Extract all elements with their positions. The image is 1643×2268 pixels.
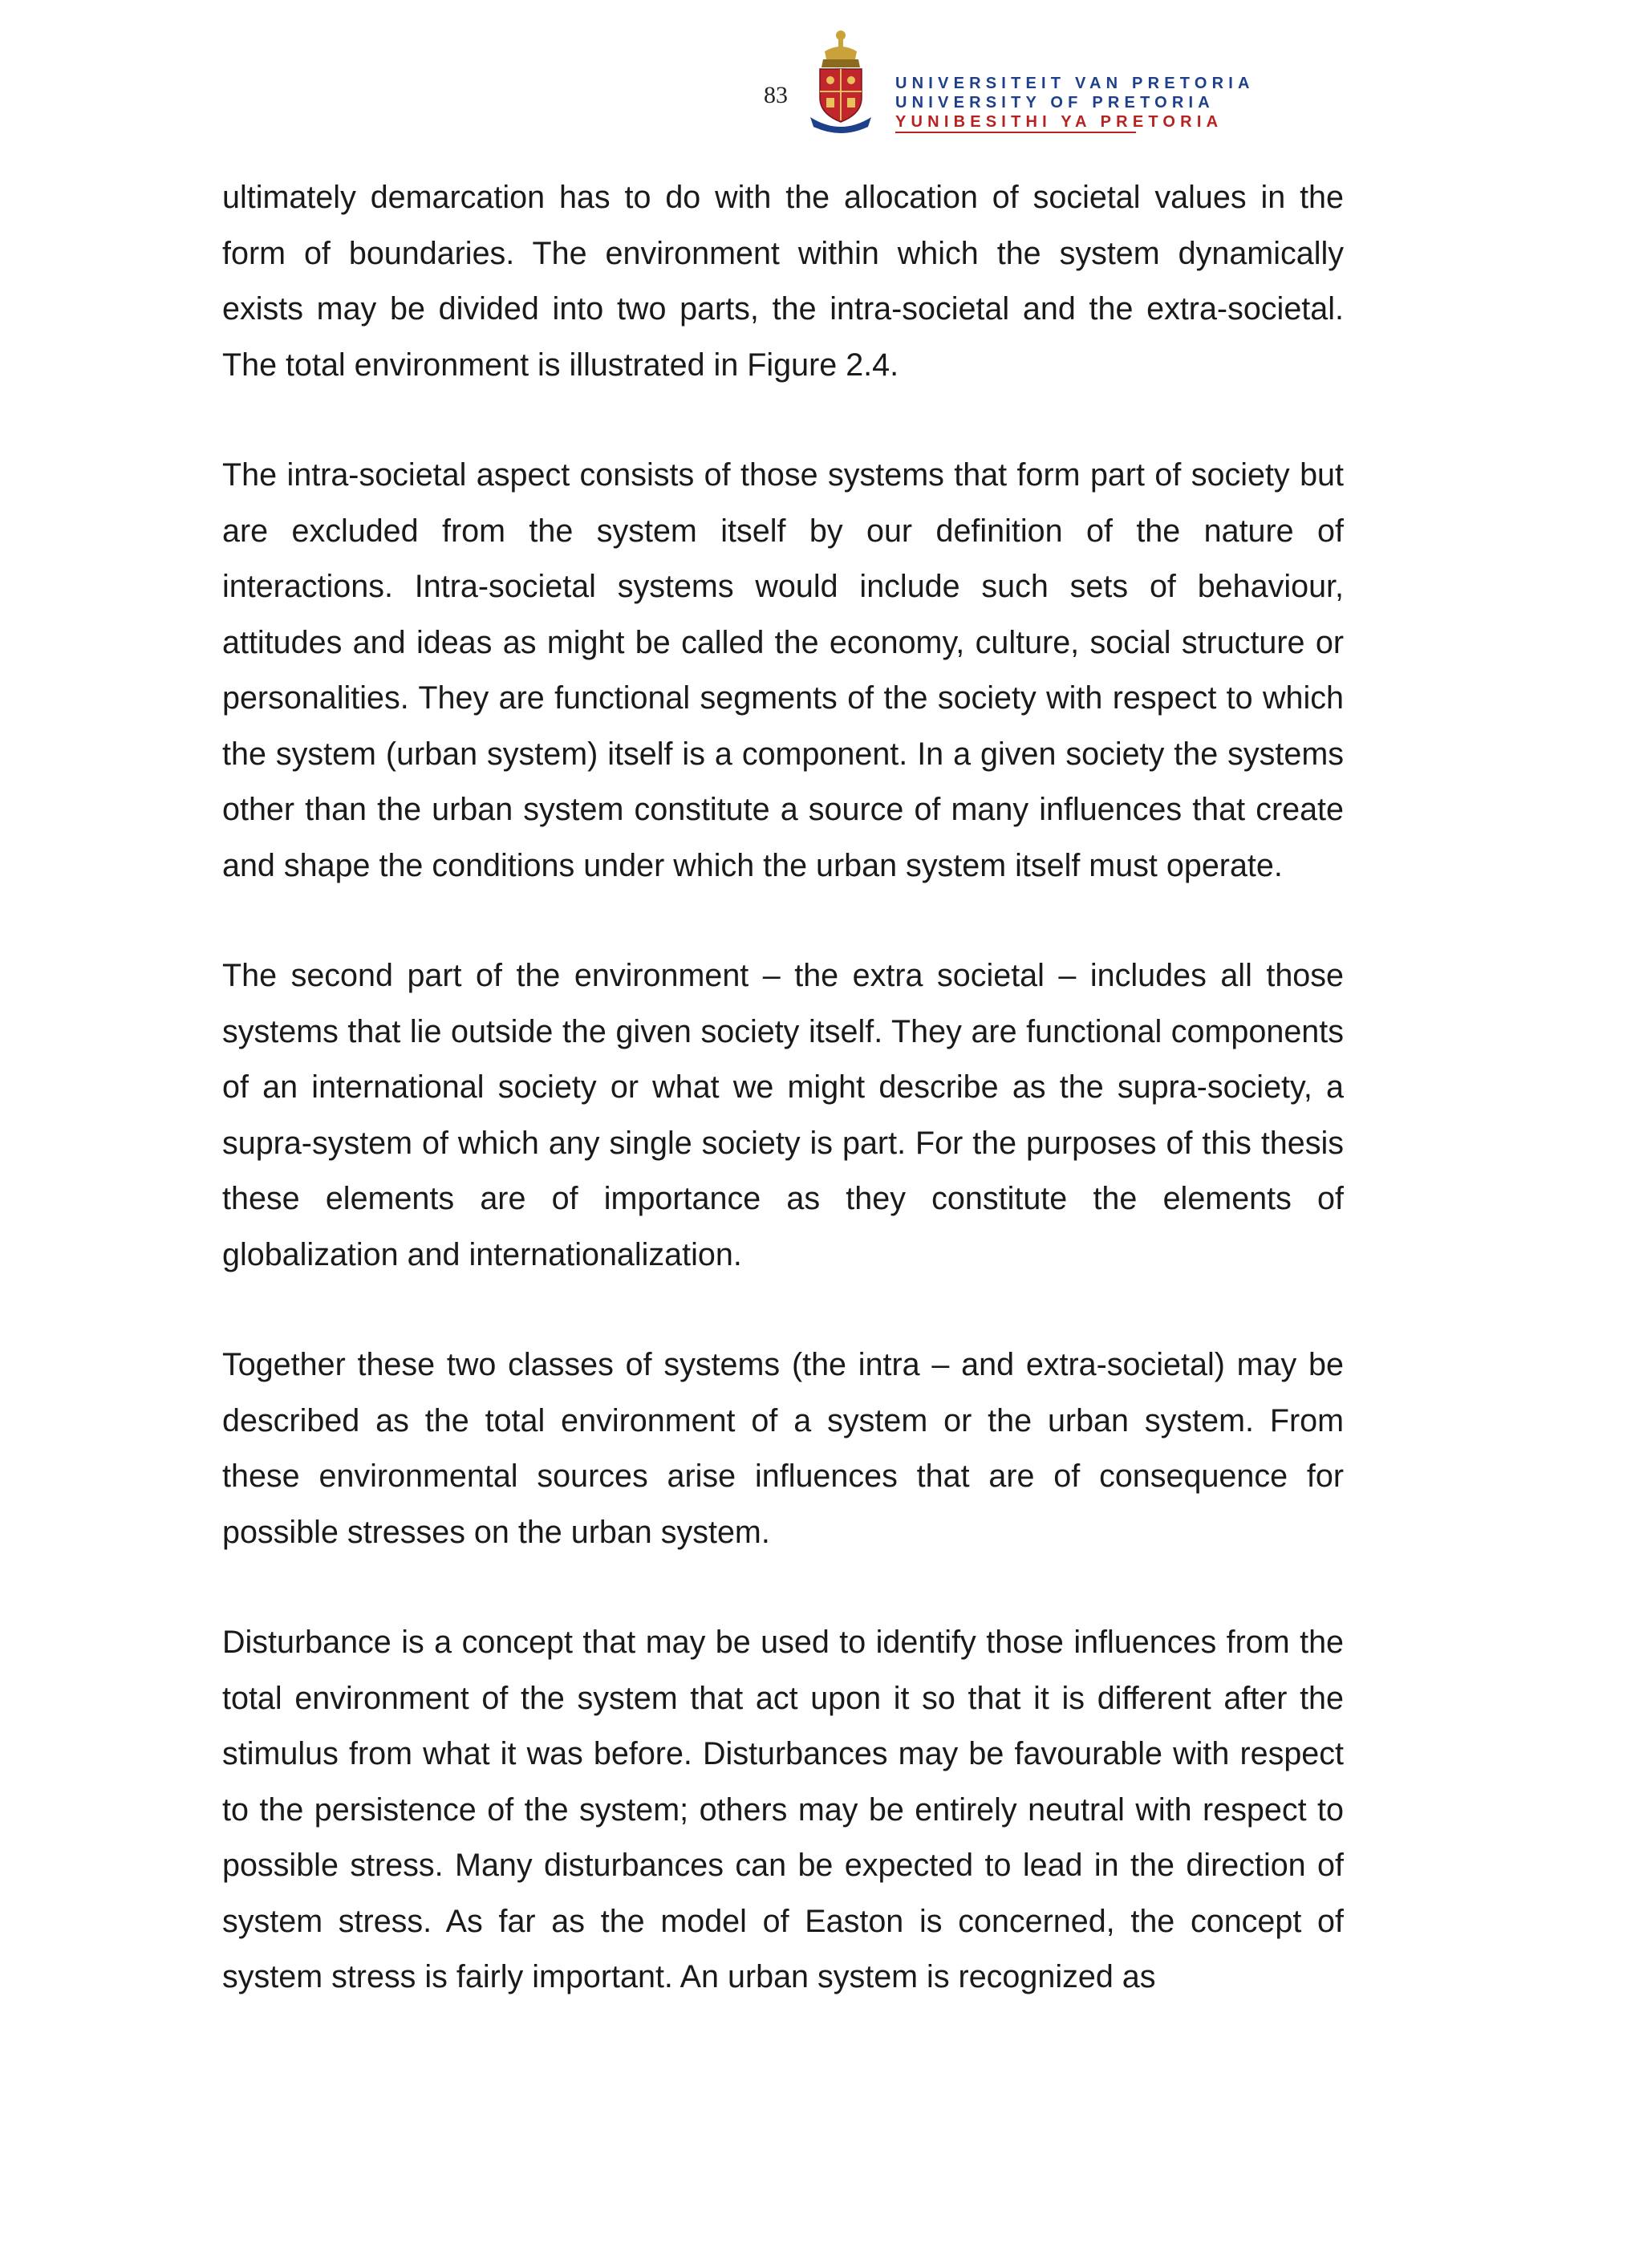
paragraph-intra-societal: The intra-societal aspect consists of those systems that form part of society but are excluded from the system itself by our definition of the nature of interactions. Intra-societal systems would include such sets of behaviour, attitudes and ideas as might be called the economy, culture, social structure or personalities. They are functional segments of the society with respect to which the system (urban system) itself is a component. In a given society the systems other than the urban system constitute a source of many influences that create and shape the conditions under which the urban system itself must operate. <box>222 457 1344 883</box>
university-name-english: UNIVERSITY OF PRETORIA <box>895 94 1215 112</box>
document-body <box>222 170 1344 2006</box>
page-header <box>754 24 1255 136</box>
university-name-sepedi: YUNIBESITHI YA PRETORIA <box>895 113 1223 131</box>
paragraph-boundaries: ultimately demarcation has to do with the allocation of societal values in the form of boundaries. The environment within which the system dynamically exists may be divided into two parts, the intra-societal and the extra-societal. The total environment is illustrated in Figure 2.4. <box>222 180 1344 383</box>
page-number: 83 <box>764 82 788 108</box>
university-name-underline <box>895 132 1136 133</box>
university-name-afrikaans: UNIVERSITEIT VAN PRETORIA <box>895 75 1255 92</box>
paragraph-total-environment: Together these two classes of systems (the intra – and extra-societal) may be described as the total environment of a system or the urban system. From these environmental sources arise influences that are of consequence for possible stresses on the urban system. <box>222 1347 1344 1550</box>
university-name-block <box>895 74 1255 132</box>
paragraph-disturbance: Disturbance is a concept that may be used to identify those influences from the total environment of the system that act upon it so that it is different after the stimulus from what it was before. Disturbances may be favourable with respect to the persistence of the system; others may be entirely neutral with respect to possible stress. Many disturbances can be expected to lead in the direction of system stress. As far as the model of Easton is concerned, the concept of system stress is fairly important. An urban system is recognized as <box>222 1625 1344 1994</box>
paragraph-extra-societal: The second part of the environment – the extra societal – includes all those systems that lie outside the given society itself. They are functional components of an international society or what we might describe as the supra-society, a supra-system of which any single society is part. For the purposes of this thesis these elements are of importance as they constitute the elements of globalization and internationalization. <box>222 958 1344 1272</box>
university-crest-logo <box>809 27 873 136</box>
